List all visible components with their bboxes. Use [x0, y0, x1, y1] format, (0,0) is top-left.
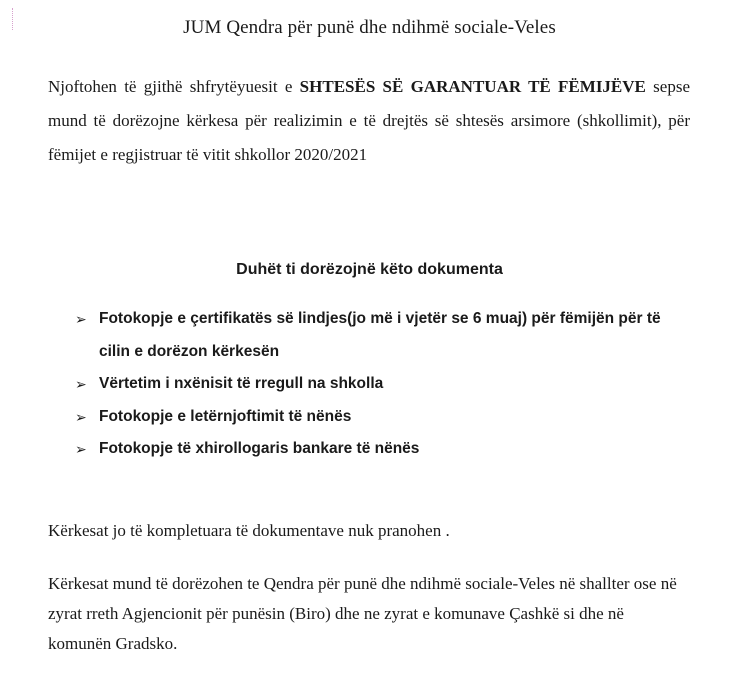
incomplete-notice: Kërkesat jo të kompletuara të dokumentave nuk pranohen .: [48, 521, 450, 540]
list-item: [75, 303, 675, 368]
submission-paragraph: Kërkesat mund të dorëzohen te Qendra për punë dhe ndihmë sociale-Veles në shallter ose në zyrat rreth Agjencionit për punësin (Biro) dhe ne zyrat e komunave Çashkë si dhe në komunën Gradsko.: [48, 574, 677, 653]
intro-bold-text: SHTESËS SË GARANTUAR TË FËMIJËVE: [299, 77, 646, 96]
arrowhead-bullet-icon: ➢: [75, 441, 87, 457]
list-item: [75, 401, 675, 434]
list-item: [75, 368, 675, 401]
intro-text-end: sepse mund të dorëzojne kërkesa për realizimin e të drejtës së shtesës arsimore (shkollimit), për fëmijet e regjistruar të vitit shkollor 2020/2021: [48, 77, 691, 164]
documents-heading: Duhët ti dorëzojnë këto dokumenta: [236, 261, 503, 278]
intro-text-start: Njoftohen të gjithë shfrytëyuesit e: [48, 77, 300, 96]
arrowhead-bullet-icon: ➢: [75, 376, 87, 392]
documents-list: [75, 303, 675, 466]
page-title: JUM Qendra për punë dhe ndihmë sociale-Veles: [183, 17, 556, 38]
document-item-text: Vërtetim i nxënisit të rregull na shkolla: [99, 375, 384, 392]
document-item-text: Fotokopje e letërnjoftimit të nënës: [99, 407, 352, 425]
arrowhead-bullet-icon: ➢: [75, 408, 87, 425]
arrowhead-bullet-icon: ➢: [75, 311, 87, 327]
document-item-text: Fotokopje të xhirollogaris bankare të nënës: [99, 440, 420, 457]
document-item-text: Fotokopje e çertifikatës së lindjes(jo më i vjetër se 6 muaj) për fëmijën për të cilin e dorëzon kërkesën: [99, 310, 661, 360]
list-item: [75, 433, 675, 466]
intro-paragraph: [48, 70, 690, 172]
